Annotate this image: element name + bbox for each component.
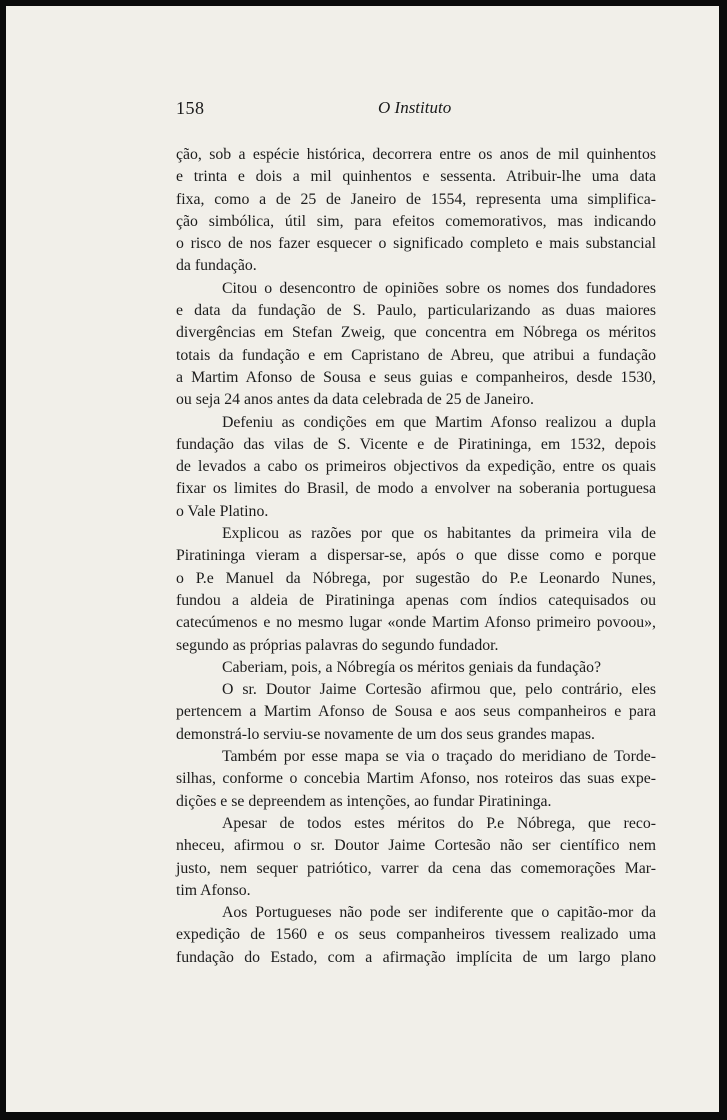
page-header — [176, 98, 656, 122]
book-page — [6, 6, 719, 1112]
text-line: e trinta e dois a mil quinhentos e sessenta. Atribuir-lhe uma data — [176, 168, 656, 186]
text-line: Citou o desencontro de opiniões sobre os nomes dos fundadores — [222, 279, 656, 297]
text-line: Aos Portugueses não pode ser indiferente que o capitão-mor da — [222, 904, 656, 922]
text-line: Explicou as razões por que os habitantes da primeira vila de — [222, 525, 656, 543]
text-line: a Martim Afonso de Sousa e seus guias e companheiros, desde 1530, — [176, 368, 656, 386]
text-line: o P.e Manuel da Nóbrega, por sugestão do P.e Leonardo Nunes, — [176, 569, 656, 587]
text-line: o risco de nos fazer esquecer o significado completo e mais substancial — [176, 235, 656, 253]
text-line: Piratininga vieram a dispersar-se, após o que disse como e porque — [176, 547, 656, 565]
text-line: fixar os limites do Brasil, de modo a envolver na soberania portuguesa — [176, 480, 656, 498]
text-line: ção, sob a espécie histórica, decorrera entre os anos de mil quinhentos — [176, 146, 656, 163]
text-line: Defeniu as condições em que Martim Afonso realizou a dupla — [222, 413, 656, 431]
text-line: O sr. Doutor Jaime Cortesão afirmou que, pelo contrário, eles — [222, 681, 656, 699]
text-line: fixa, como a de 25 de Janeiro de 1554, representa uma simplifica- — [176, 190, 656, 208]
text-line: Também por esse mapa se via o traçado do meridiano de Torde- — [222, 748, 656, 766]
text-line: e data da fundação de S. Paulo, particularizando as duas maiores — [176, 302, 656, 320]
text-line: dições e se depreendem as intenções, ao fundar Piratininga. — [176, 792, 552, 810]
text-line: demonstrá-lo serviu-se novamente de um dos seus grandes mapas. — [176, 725, 595, 743]
text-line: pertencem a Martim Afonso de Sousa e aos seus companheiros e para — [176, 703, 656, 721]
page-number: 158 — [176, 98, 205, 118]
text-line: da fundação. — [176, 257, 257, 275]
text-line: tim Afonso. — [176, 881, 251, 899]
text-line: totais da fundação e em Capristano de Abreu, que atribui a fundação — [176, 346, 656, 364]
text-line: de levados a cabo os primeiros objectivos da expedição, entre os quais — [176, 458, 656, 476]
text-line: catecúmenos e no mesmo lugar «onde Martim Afonso primeiro povoou», — [176, 614, 656, 632]
text-line: expedição de 1560 e os seus companheiros tivessem realizado uma — [176, 926, 656, 944]
text-line: divergências em Stefan Zweig, que concentra em Nóbrega os méritos — [176, 324, 656, 342]
text-line: fundou a aldeia de Piratininga apenas com índios catequisados ou — [176, 591, 656, 609]
text-line: fundação do Estado, com a afirmação implícita de um largo plano — [176, 948, 656, 966]
running-title: O Instituto — [378, 98, 452, 117]
text-line: ção simbólica, útil sim, para efeitos comemorativos, mas indicando — [176, 212, 656, 230]
body-text — [176, 144, 656, 969]
text-line: justo, nem sequer patriótico, varrer da cena das comemorações Mar- — [176, 859, 656, 877]
text-line: segundo as próprias palavras do segundo fundador. — [176, 636, 499, 654]
text-line: Caberiam, pois, a Nóbregía os méritos geniais da fundação? — [222, 658, 602, 676]
text-line: fundação das vilas de S. Vicente e de Piratininga, em 1532, depois — [176, 435, 656, 453]
text-line: ou seja 24 anos antes da data celebrada de 25 de Janeiro. — [176, 391, 534, 409]
text-line: nheceu, afirmou o sr. Doutor Jaime Cortesão não ser científico nem — [176, 837, 656, 855]
text-line: Apesar de todos estes méritos do P.e Nóbrega, que reco- — [222, 814, 656, 832]
text-line: silhas, conforme o concebia Martim Afonso, nos roteiros das suas expe- — [176, 770, 656, 788]
text-line: o Vale Platino. — [176, 502, 269, 520]
